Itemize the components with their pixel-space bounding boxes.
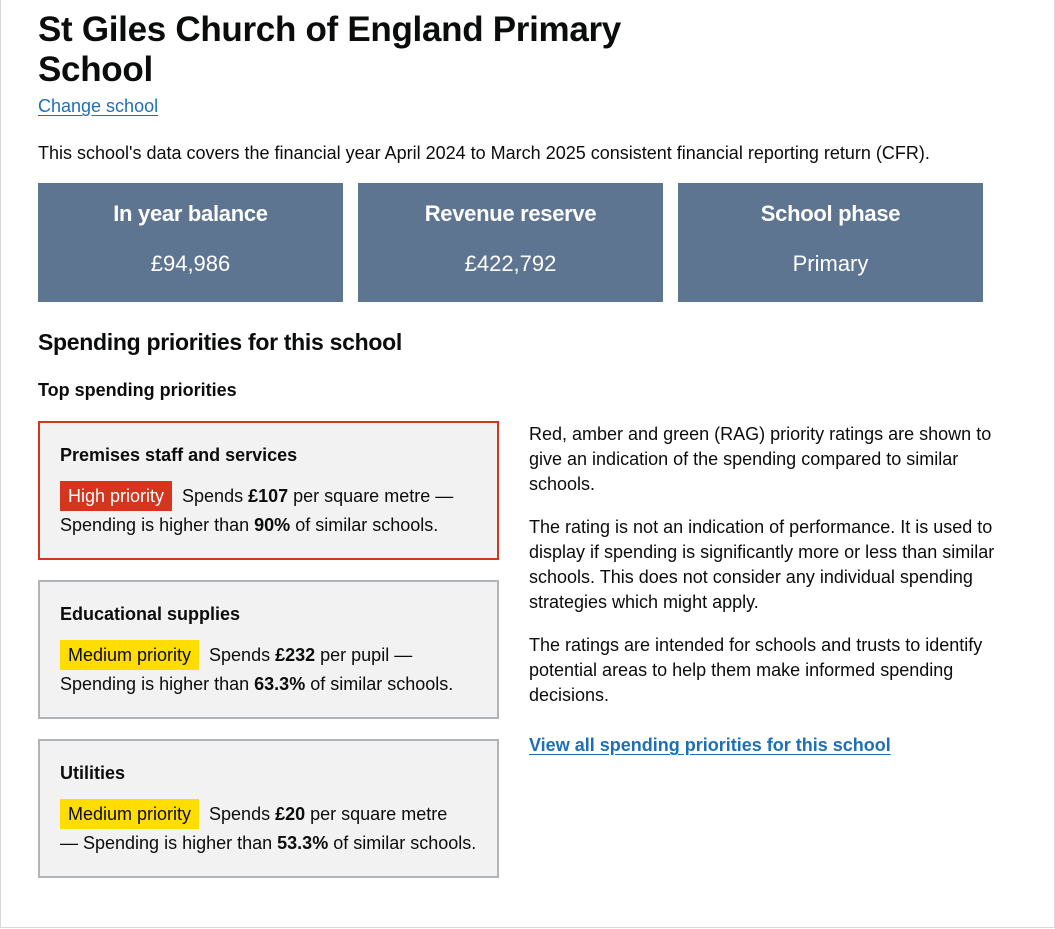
spend-amount: £20 [275,804,306,824]
comparison-prefix: Spending is higher than [60,674,255,694]
spends-prefix: Spends [209,645,276,665]
priority-cards [38,421,499,898]
tile-value: Primary [792,251,869,276]
tile-title: Revenue reserve [424,201,597,226]
spends-prefix: Spends [182,486,249,506]
tile-in-year-balance [38,183,343,302]
comparison-suffix: of similar schools. [290,515,439,535]
priority-card-title: Premises staff and services [60,445,298,465]
tile-title: School phase [760,201,901,226]
tile-school-phase [678,183,983,302]
priority-card-body [60,481,477,538]
priority-card-body [60,799,477,856]
tile-title: In year balance [113,201,268,226]
comparison-line [60,672,477,697]
headline-tiles [38,183,983,302]
spend-unit: per pupil — [315,645,413,665]
comparison-suffix: of similar schools. [305,674,454,694]
priority-card-premises [38,421,499,560]
spends-prefix: Spends [209,804,276,824]
comparison-percent: 63.3% [254,674,306,694]
comparison-line [60,831,477,856]
rag-explanation-paragraph: The ratings are intended for schools and trusts to identify potential areas to help them make informed spending decisions. [529,635,983,705]
tile-value: £94,986 [150,251,231,276]
medium-priority-tag: Medium priority [60,640,199,670]
rag-explanation-paragraph: The rating is not an indication of performance. It is used to display if spending is significantly more or less than similar schools. This does not consider any individual spending strategies which might apply. [529,517,995,612]
priority-card-utilities [38,739,499,878]
view-all-spending-priorities-link[interactable]: View all spending priorities for this school [529,735,891,755]
comparison-percent: 53.3% [277,833,329,853]
tile-revenue-reserve [358,183,663,302]
priority-card-title: Educational supplies [60,604,241,624]
spending-priorities-heading: Spending priorities for this school [38,329,402,355]
priority-card-title: Utilities [60,763,126,783]
priority-card-body [60,640,477,697]
high-priority-tag: High priority [60,481,172,511]
comparison-line [60,513,477,538]
comparison-suffix: of similar schools. [328,833,477,853]
top-spending-priorities-subheading: Top spending priorities [38,380,237,400]
comparison-prefix: Spending is higher than [60,515,255,535]
page-title: St Giles Church of England Primary School [38,10,621,89]
spend-amount: £232 [275,645,316,665]
spend-amount: £107 [248,486,289,506]
spend-unit: per square metre [305,804,448,824]
comparison-percent: 90% [254,515,291,535]
spend-unit: per square metre — [288,486,454,506]
priority-card-educational-supplies [38,580,499,719]
comparison-prefix: — Spending is higher than [60,833,278,853]
rag-explanation-paragraph: Red, amber and green (RAG) priority ratings are shown to give an indication of the spending compared to similar schools. [529,424,992,494]
rag-explanation [529,422,999,758]
tile-value: £422,792 [464,251,557,276]
change-school-link[interactable]: Change school [38,96,159,116]
medium-priority-tag: Medium priority [60,799,199,829]
data-coverage-text: This school's data covers the financial year April 2024 to March 2025 consistent financial reporting return (CFR). [38,143,930,163]
